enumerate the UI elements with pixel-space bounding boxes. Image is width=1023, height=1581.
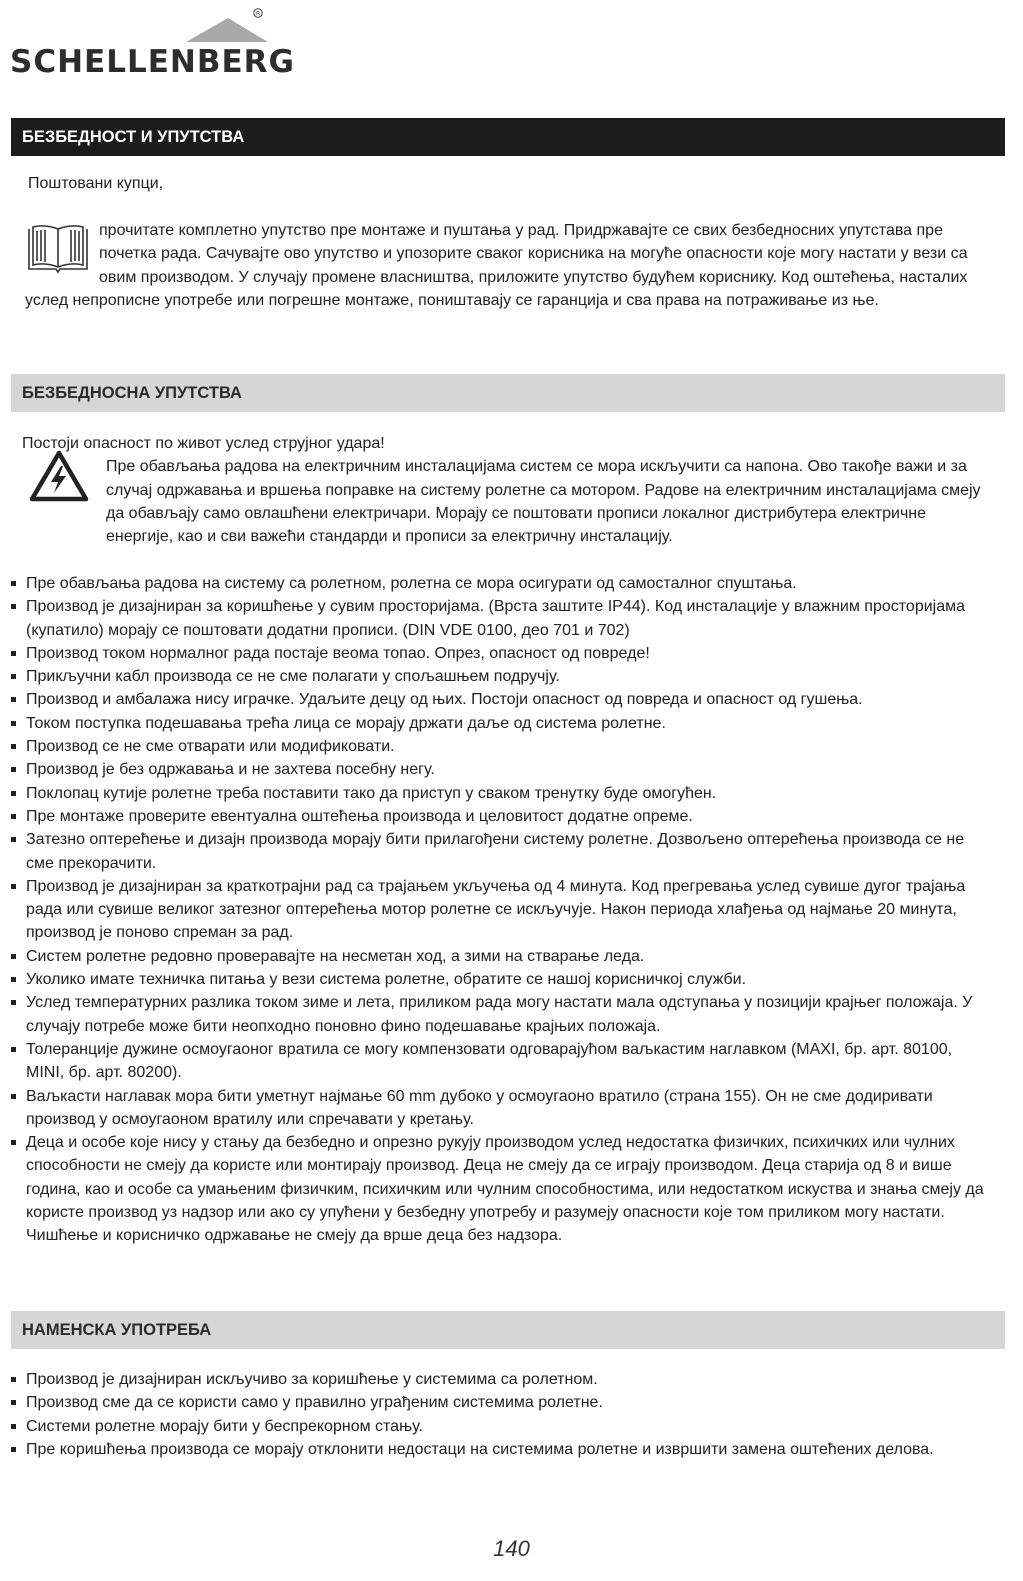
- brand-wordmark: SCHELLENBERG: [10, 44, 295, 80]
- svg-text:R: R: [256, 10, 261, 18]
- list-item: Толеранције дужине осмоугаоног вратила се могу компензовати одговарајућом ваљкастим наглавком (MAXI, бр. арт. 80100, MINI, бр. арт. 80200).: [9, 1038, 984, 1085]
- section-header-safety-and-instructions: БЕЗБЕДНОСТ И УПУТСТВА: [11, 118, 1005, 156]
- list-item: Поклопац кутије ролетне треба поставити тако да приступ у сваком тренутку буде омогућен.: [9, 782, 984, 805]
- list-item: Производ се не сме отварати или модификовати.: [9, 735, 984, 758]
- list-item: Услед температурних разлика током зиме и лета, приликом рада могу настати мала одступања у позицији крајњег положаја. У случају потребе може бити неопходно поновно фино подешавање крајњих положаја.: [9, 991, 984, 1038]
- list-item: Пре коришћења производа се морају отклонити недостаци на системима ролетне и извршити замена оштећених делова.: [9, 1438, 984, 1461]
- open-book-icon: [25, 219, 91, 275]
- list-item: Производ је дизајниран искључиво за коришћење у системима са ролетном.: [9, 1368, 984, 1391]
- list-item: Производ сме да се користи само у правилно уграђеним системима ролетне.: [9, 1391, 984, 1414]
- safety-bullet-list: [9, 572, 984, 1248]
- section-header-intended-use: НАМЕНСКА УПОТРЕБА: [11, 1311, 1005, 1349]
- list-item: Деца и особе које нису у стању да безбедно и опрезно рукују производом услед недостатка физичких, психичких или чулних способности не смеју да користе или монтирају производ. Деца не смеју да се играју производом. Деца старија од 8 и више година, као и особе са умањеним физичким, психичким или чулним способностима, или недостатком искуства и знања смеју да користе производ уз надзор или ако су упућени у безбедну употребу и разумеју опасности које том приликом могу настати. Чишћење и корисничко одржавање не смеју да врше деца без надзора.: [9, 1131, 984, 1247]
- list-item: Ваљкасти наглавак мора бити уметнут најмање 60 mm дубоко у осмоугаоно вратило (страна 155). Он не сме додиривати производ у осмоугаоном вратилу или спречавати у кретању.: [9, 1085, 984, 1132]
- warning-text: Пре обављања радова на електричним инсталацијама систем се мора искључити са напона. Ово такође важи и за случај одржавања и вршења поправке на систему ролетне са мотором. Радове на електричним инсталацијама смеју да обављају само овлашћени електричари. Морају се поштовати прописи локалног дистрибутера електричне енергије, као и сви важећи стандарди и прописи за електричну инсталацију.: [106, 458, 981, 546]
- list-item: Производ је дизајниран за коришћење у сувим просторијама. (Врста заштите IP44). Код инсталације у влажним просторијама (купатило) морају се поштовати додатни прописи. (DIN VDE 0100, део 701 и 702): [9, 595, 984, 642]
- list-item: Систем ролетне редовно проверавајте на несметан ход, а зими на стварање леда.: [9, 945, 984, 968]
- list-item: Производ током нормалног рада постаје веома топао. Опрез, опасност од повреде!: [9, 642, 984, 665]
- intro-paragraph: [25, 219, 1000, 312]
- list-item: Током поступка подешавања трећа лица се морају држати даље од система ролетне.: [9, 712, 984, 735]
- section-header-safety-notes: БЕЗБЕДНОСНА УПУТСТВА: [11, 374, 1005, 412]
- list-item: Пре обављања радова на систему са ролетном, ролетна се мора осигурати од самосталног спуштања.: [9, 572, 984, 595]
- list-item: Производ је без одржавања и не захтева посебну негу.: [9, 758, 984, 781]
- warning-title: Постоји опасност по живот услед струјног удара!: [22, 435, 385, 452]
- page-number: 140: [493, 1536, 530, 1561]
- list-item: Прикључни кабл производа се не сме полагати у спољашњем подручју.: [9, 665, 984, 688]
- list-item: Производ и амбалажа нису играчке. Удаљите децу од њих. Постоји опасност од повреда и опасност од гушења.: [9, 688, 984, 711]
- list-item: Производ је дизајниран за краткотрајни рад са трајањем укључења од 4 минута. Код прегревања услед сувише дугог трајања рада или сувише великог затезног оптерећења мотор ролетне се искључује. Након периода хлађења од најмање 20 минута, производ је поново спреман за рад.: [9, 875, 984, 945]
- greeting: Поштовани купци,: [28, 175, 164, 192]
- electric-shock-warning: [22, 432, 982, 548]
- intro-text: прочитате комплетно упутство пре монтаже и пуштања у рад. Придржавајте се свих безбедносних упутстава пре почетка рада. Сачувајте ово упутство и упозорите сваког корисника на могуће опасности које могу настати у вези са овим производом. У случају промене власништва, приложите упутство будућем кориснику. Код оштећења, насталих услед непрописне употребе или погрешне монтаже, поништавају се гаранција и сва права на потраживање из ње.: [25, 222, 968, 309]
- intended-use-bullet-list: [9, 1368, 984, 1461]
- list-item: Системи ролетне морају бити у беспрекорном стању.: [9, 1415, 984, 1438]
- brand-logo: [10, 8, 295, 80]
- logo-roof-icon: [10, 8, 270, 48]
- electric-hazard-icon: [28, 449, 90, 504]
- list-item: Пре монтаже проверите евентуална оштећења производа и целовитост додатне опреме.: [9, 805, 984, 828]
- list-item: Уколико имате техничка питања у вези система ролетне, обратите се нашој корисничкој служби.: [9, 968, 984, 991]
- list-item: Затезно оптерећење и дизајн производа морају бити прилагођени систему ролетне. Дозвољено оптерећења производа се не сме прекорачити.: [9, 828, 984, 875]
